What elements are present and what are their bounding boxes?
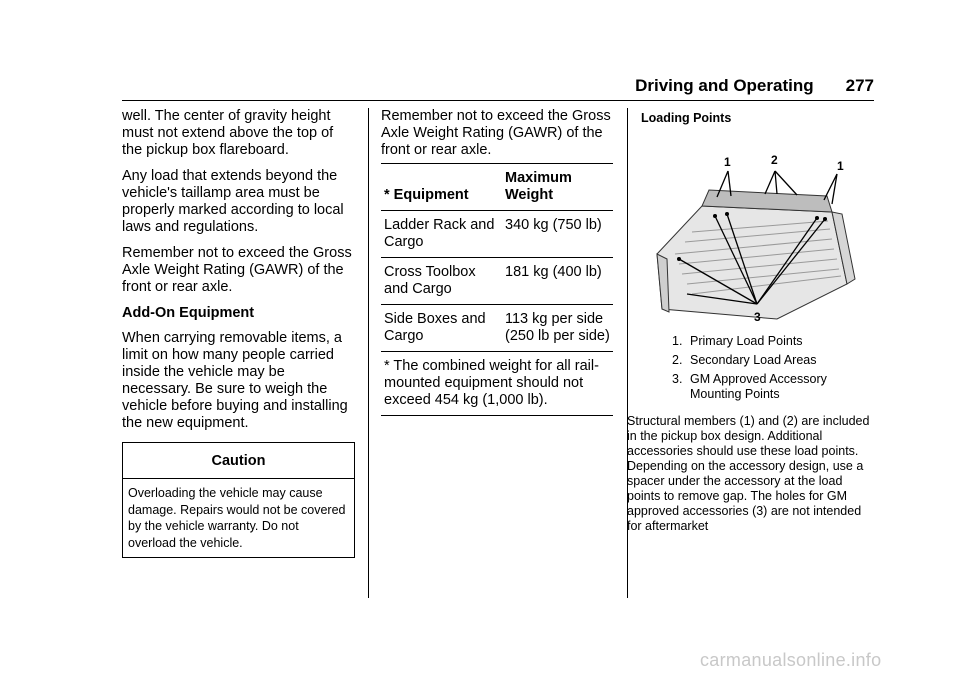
- figure-legend: [672, 334, 877, 402]
- table-header-equipment: * Equipment: [381, 164, 502, 211]
- table-footnote-row: [381, 352, 613, 416]
- paragraph: Structural members (1) and (2) are included in the pickup box design. Additional accessories should use these load points. Depending on the accessory design, use a spacer under the accessory at the load points to remove gap. The holes for GM approved accessories (3) are not intended for aftermarket: [627, 414, 870, 533]
- table-row: [381, 211, 613, 258]
- legend-item: 2. Secondary Load Areas: [672, 353, 817, 367]
- callout-label: 2: [771, 153, 778, 167]
- equipment-weight-table: [381, 163, 613, 416]
- pickup-box-drawing: [627, 134, 877, 324]
- section-title: Driving and Operating: [635, 76, 814, 95]
- table-header-row: [381, 164, 613, 211]
- page-header: [122, 76, 874, 96]
- caution-title: Caution: [123, 443, 354, 479]
- caution-body: Overloading the vehicle may cause damage. Repairs would not be covered by the vehicle warranty. Do not overload the vehicle.: [128, 486, 346, 550]
- subheading-loading-points: Loading Points: [641, 111, 732, 125]
- pickup-box-illustration: [627, 134, 877, 324]
- column-divider: [368, 108, 369, 598]
- paragraph: Any load that extends beyond the vehicle's taillamp area must be properly marked according to local laws and regulations.: [122, 168, 344, 235]
- column-right: [627, 108, 877, 543]
- watermark: carmanualsonline.info: [700, 650, 882, 670]
- paragraph: well. The center of gravity height must not extend above the top of the pickup box flareboard.: [122, 108, 334, 158]
- table-cell-equipment: Side Boxes and Cargo: [381, 305, 502, 352]
- column-left: [122, 108, 357, 558]
- table-cell-weight: 181 kg (400 lb): [502, 258, 613, 305]
- subheading-add-on-equipment: Add-On Equipment: [122, 305, 255, 321]
- paragraph: When carrying removable items, a limit on how many people carried inside the vehicle may be necessary. Be sure to weigh the vehicle before buying and installing the new equipment.: [122, 330, 348, 431]
- callout-label: 3: [754, 310, 761, 324]
- legend-item: 3. GM Approved Accessory Mounting Points: [672, 372, 827, 401]
- callout-label: 1: [724, 155, 731, 169]
- paragraph: Remember not to exceed the Gross Axle Weight Rating (GAWR) of the front or rear axle.: [122, 245, 352, 295]
- column-middle: [381, 108, 613, 416]
- callout-label: 1: [837, 159, 844, 173]
- table-row: [381, 258, 613, 305]
- table-cell-equipment: Cross Toolbox and Cargo: [381, 258, 502, 305]
- page-number: 277: [845, 76, 874, 95]
- header-rule: [122, 100, 874, 101]
- table-header-weight: Maximum Weight: [502, 164, 613, 211]
- table-cell-equipment: Ladder Rack and Cargo: [381, 211, 502, 258]
- table-cell-weight: 340 kg (750 lb): [502, 211, 613, 258]
- paragraph: Remember not to exceed the Gross Axle Weight Rating (GAWR) of the front or rear axle.: [381, 108, 611, 158]
- table-row: [381, 305, 613, 352]
- caution-box: [122, 442, 355, 558]
- table-footnote: * The combined weight for all rail-mounted equipment should not exceed 454 kg (1,000 lb).: [381, 352, 613, 416]
- legend-item: 1. Primary Load Points: [672, 334, 803, 348]
- table-cell-weight: 113 kg per side (250 lb per side): [502, 305, 613, 352]
